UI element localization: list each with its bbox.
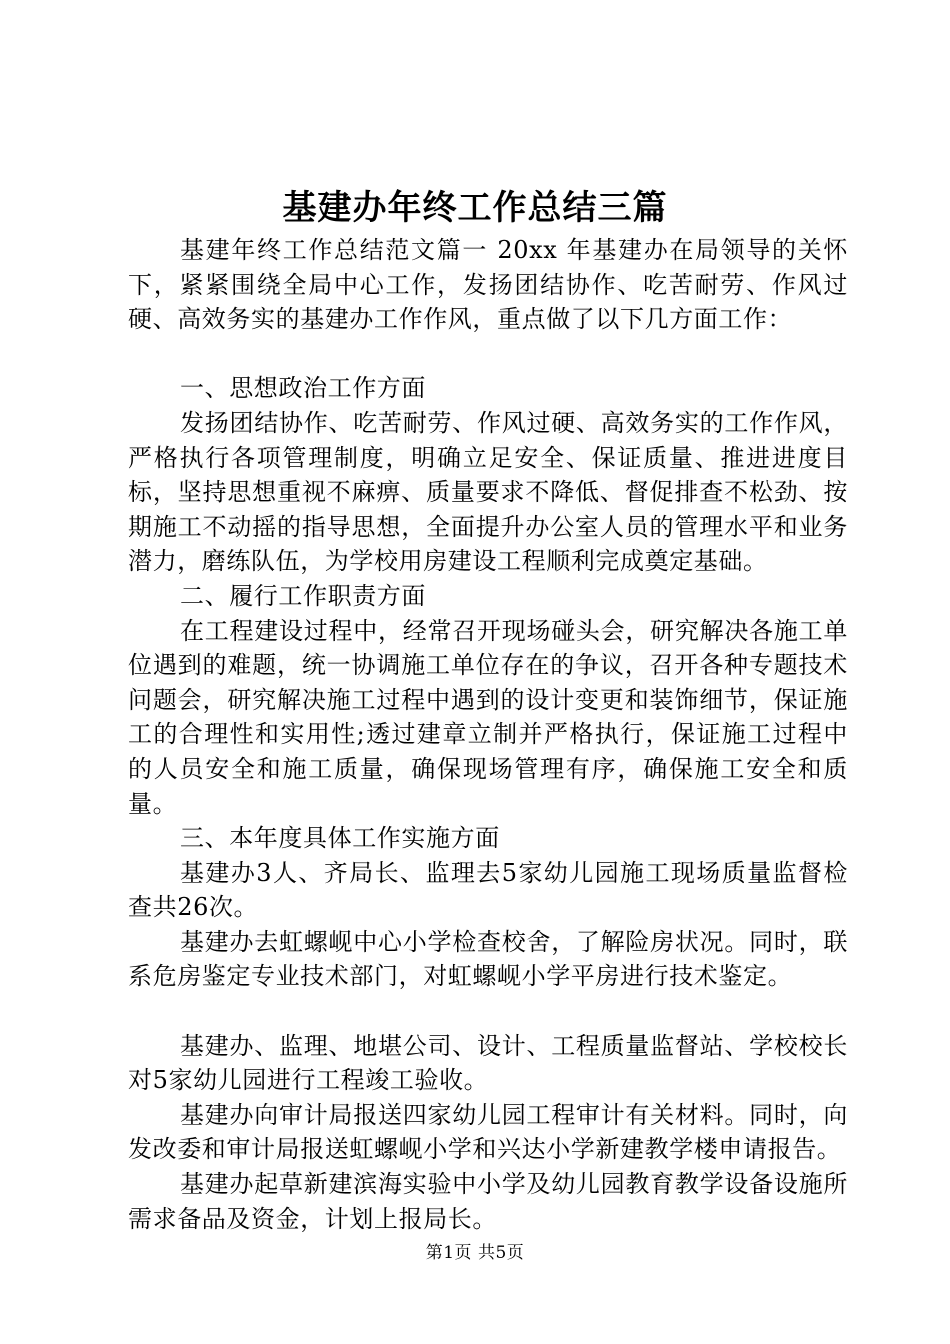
section-heading-3: 三、本年度具体工作实施方面 [180, 824, 500, 853]
section-heading-1: 一、思想政治工作方面 [180, 374, 426, 403]
section-heading-2: 二、履行工作职责方面 [180, 581, 426, 610]
paragraph-7: 基建办起草新建滨海实验中小学及幼儿园教育教学设备设施所需求备品及资金，计划上报局长。 [128, 1170, 848, 1233]
page-number-footer: 第1页 共5页 [425, 1243, 525, 1263]
paragraph-5: 基建办、监理、地堪公司、设计、工程质量监督站、学校校长对5家幼儿园进行工程竣工验收。 [128, 1031, 848, 1095]
document-title: 基建办年终工作总结三篇 [282, 188, 668, 228]
document-body [128, 233, 848, 1236]
paragraph-1: 发扬团结协作、吃苦耐劳、作风过硬、高效务实的工作作风，严格执行各项管理制度，明确立足安全、保证质量、推进进度目标，坚持思想重视不麻痹、质量要求不降低、督促排查不松劲、按期施工不动摇的指导思想，全面提升办公室人员的管理水平和业务潜力，磨练队伍，为学校用房建设工程顺利完成奠定基础。 [128, 408, 848, 576]
paragraph-6: 基建办向审计局报送四家幼儿园工程审计有关材料。同时，向发改委和审计局报送虹螺岘小学和兴达小学新建教学楼申请报告。 [128, 1100, 848, 1164]
intro-paragraph: 基建年终工作总结范文篇一 20xx 年基建办在局领导的关怀下，紧紧围绕全局中心工作，发扬团结协作、吃苦耐劳、作风过硬、高效务实的基建办工作作风，重点做了以下几方面工作： [128, 236, 848, 334]
paragraph-3: 基建办3人、齐局长、监理去5家幼儿园施工现场质量监督检查共26次。 [128, 858, 848, 922]
paragraph-4: 基建办去虹螺岘中心小学检查校舍，了解险房状况。同时，联系危房鉴定专业技术部门，对虹螺岘小学平房进行技术鉴定。 [128, 927, 848, 991]
paragraph-2: 在工程建设过程中，经常召开现场碰头会，研究解决各施工单位遇到的难题，统一协调施工单位存在的争议，召开各种专题技术问题会，研究解决施工过程中遇到的设计变更和装饰细节，保证施工的合理性和实用性;透过建章立制并严格执行，保证施工过程中的人员安全和施工质量，确保现场管理有序，确保施工安全和质量。 [128, 616, 848, 818]
